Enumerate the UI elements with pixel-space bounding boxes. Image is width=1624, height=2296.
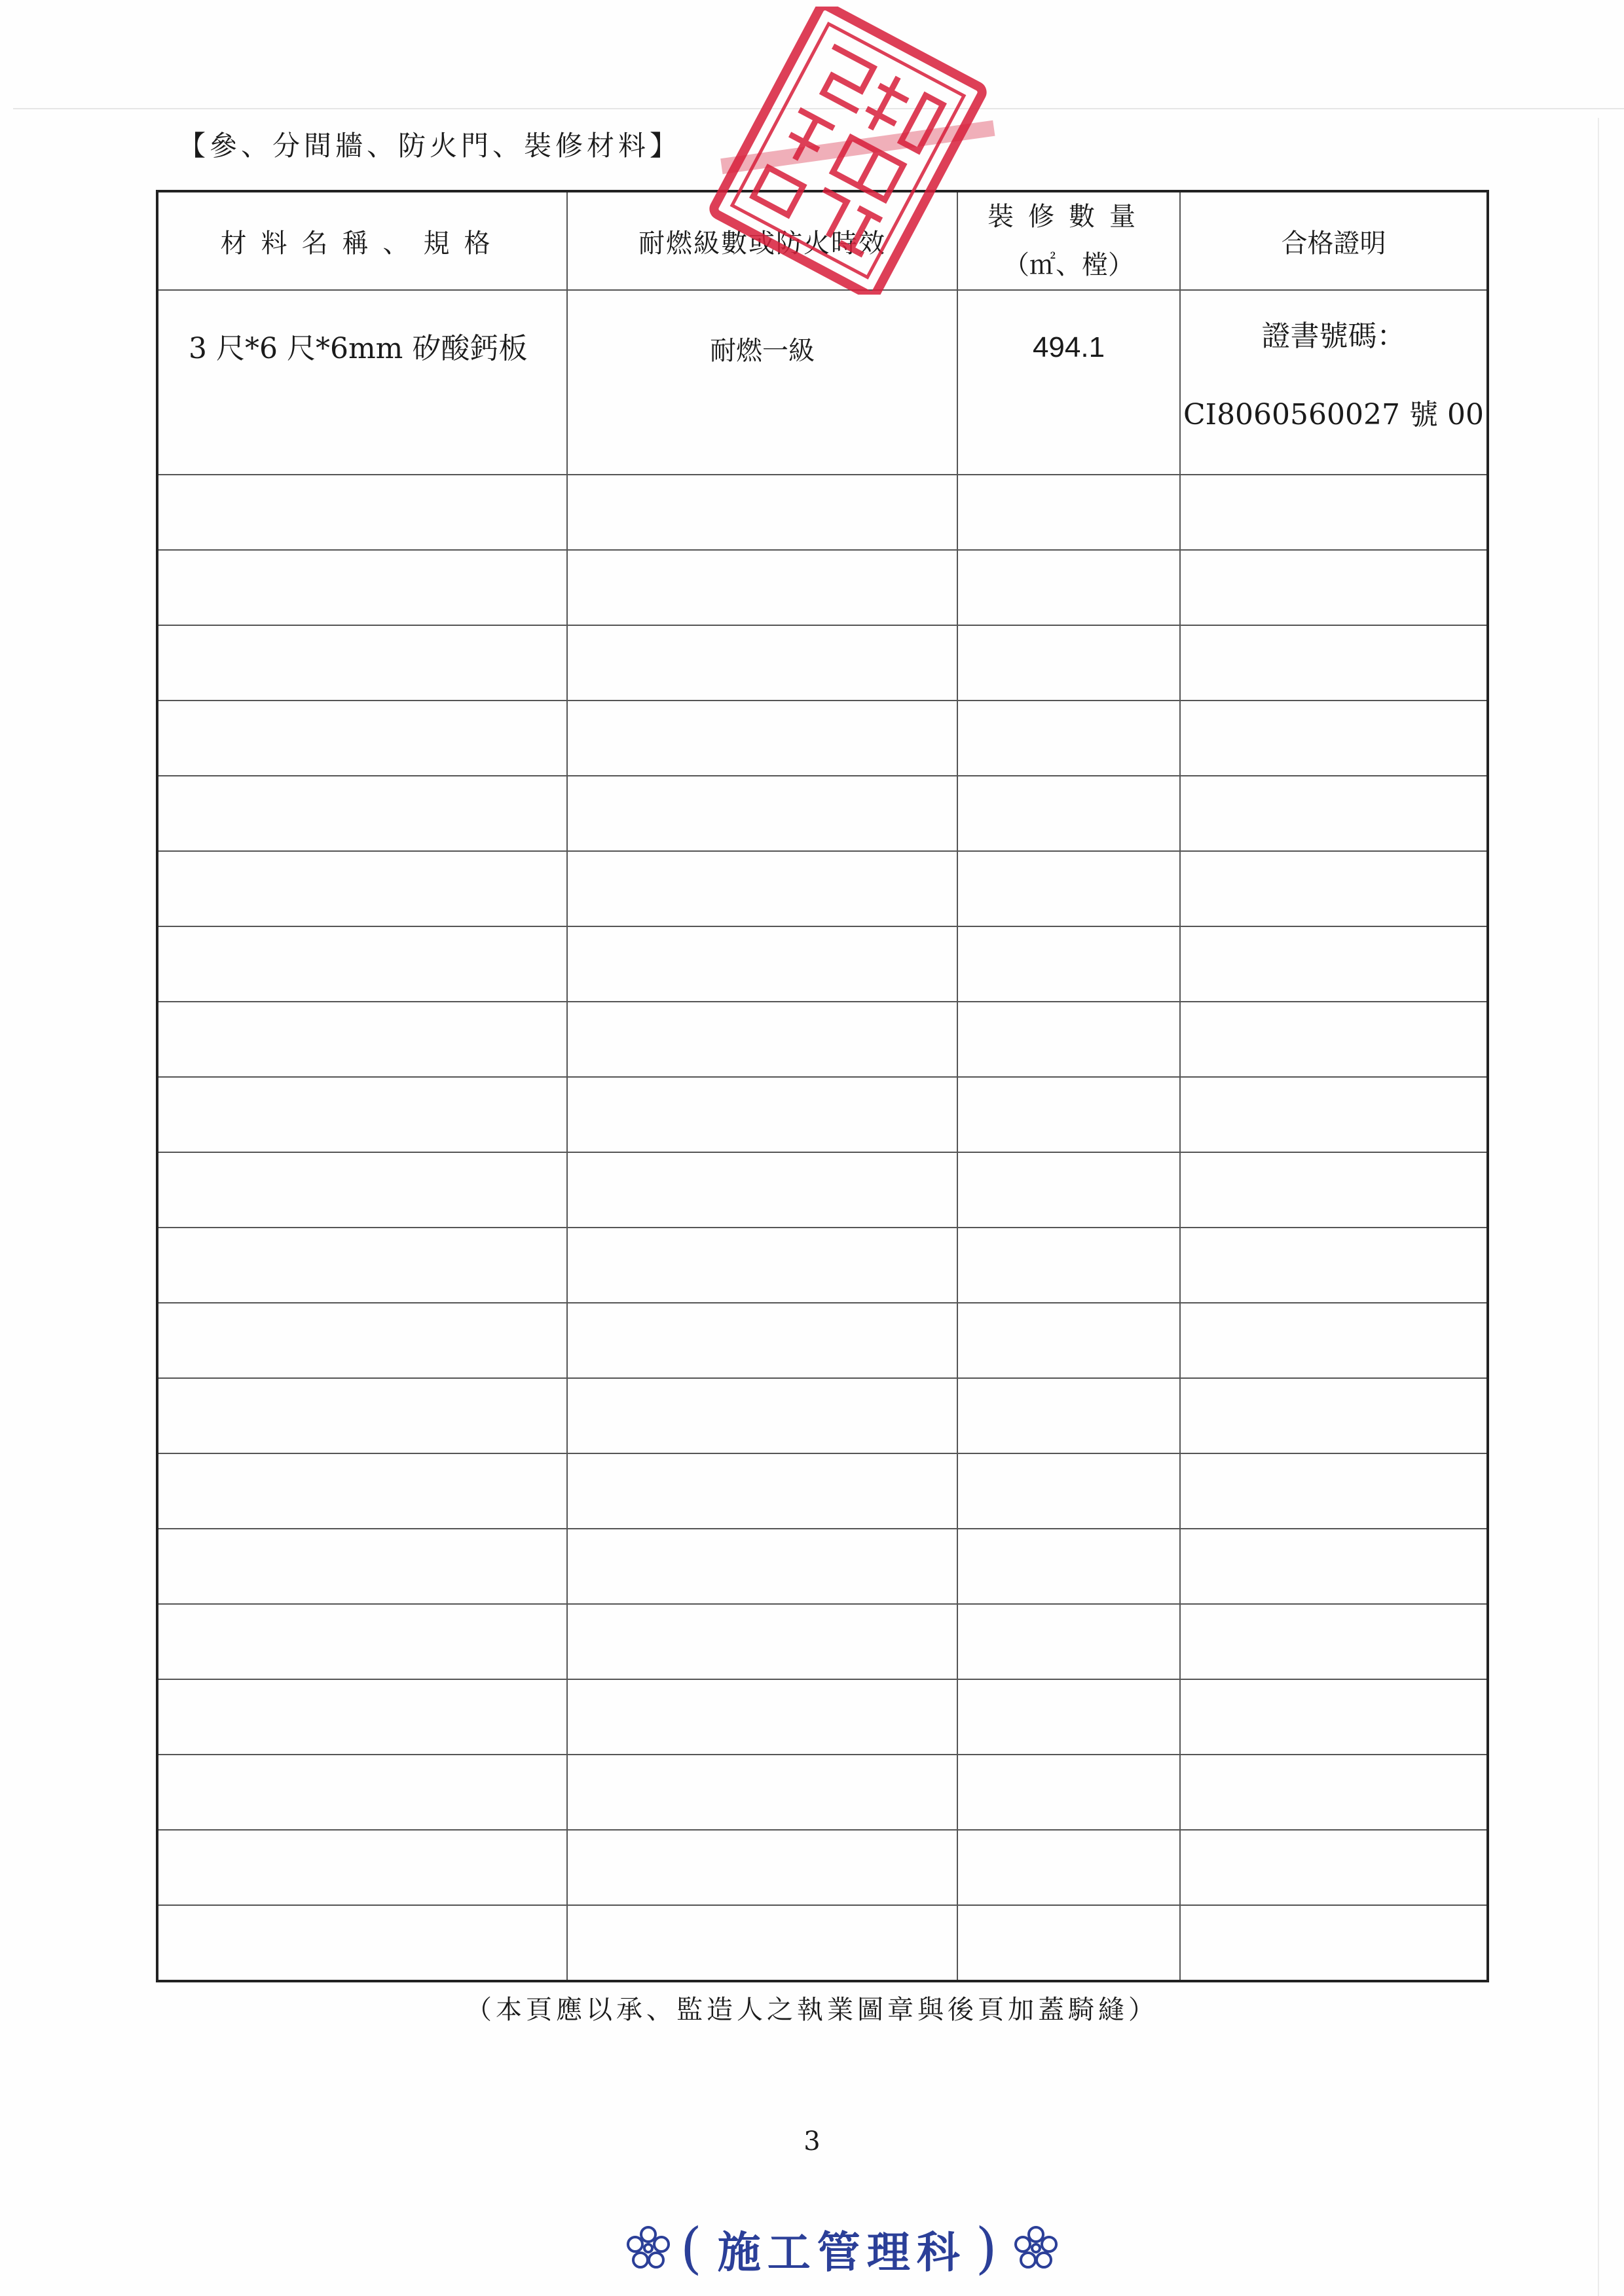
header-quantity-label: 裝修數量 xyxy=(987,202,1150,232)
materials-table xyxy=(156,190,1489,1982)
header-certificate: 合格證明 xyxy=(1180,191,1488,290)
cell-quantity xyxy=(957,1077,1180,1152)
cell-material-name xyxy=(157,1453,567,1529)
cell-fire-rating xyxy=(567,776,957,851)
cell-fire-rating xyxy=(567,1905,957,1981)
cell-fire-rating xyxy=(567,475,957,550)
cell-material-name xyxy=(157,625,567,701)
cell-material-name xyxy=(157,776,567,851)
cell-quantity xyxy=(957,1303,1180,1378)
cell-fire-rating xyxy=(567,1604,957,1679)
plum-blossom-icon xyxy=(1013,2225,1059,2271)
cell-quantity xyxy=(957,1453,1180,1529)
cell-certificate xyxy=(1180,926,1488,1002)
scan-artifact-edge xyxy=(1598,118,1599,2296)
cell-quantity xyxy=(957,625,1180,701)
cell-certificate xyxy=(1180,1228,1488,1303)
cell-certificate xyxy=(1180,290,1488,475)
cell-certificate xyxy=(1180,1830,1488,1905)
department-name: 施工管理科 xyxy=(717,2226,967,2278)
cell-material-name xyxy=(157,701,567,776)
cell-fire-rating xyxy=(567,1378,957,1453)
cell-material-name xyxy=(157,1604,567,1679)
cell-fire-rating xyxy=(567,851,957,926)
cell-quantity xyxy=(957,475,1180,550)
cell-quantity xyxy=(957,1755,1180,1830)
cell-material-name xyxy=(157,1755,567,1830)
cell-quantity xyxy=(957,1905,1180,1981)
table-row xyxy=(157,926,1488,1002)
table-row xyxy=(157,1077,1488,1152)
table-row xyxy=(157,550,1488,625)
cell-fire-rating xyxy=(567,625,957,701)
cell-certificate xyxy=(1180,1755,1488,1830)
cell-quantity xyxy=(957,776,1180,851)
cell-quantity xyxy=(957,1604,1180,1679)
section-title: 【參、分間牆、防火門、裝修材料】 xyxy=(178,130,682,162)
cell-certificate xyxy=(1180,701,1488,776)
red-seal-stamp xyxy=(694,7,1002,295)
cell-material-name xyxy=(157,1152,567,1228)
cell-certificate xyxy=(1180,776,1488,851)
cell-quantity xyxy=(957,1002,1180,1077)
table-row xyxy=(157,1453,1488,1529)
cell-quantity xyxy=(957,1228,1180,1303)
cell-fire-rating xyxy=(567,1453,957,1529)
cell-material-name xyxy=(157,1303,567,1378)
cell-certificate xyxy=(1180,1529,1488,1604)
header-quantity-unit: （㎡、樘） xyxy=(1003,250,1134,280)
table-row xyxy=(157,625,1488,701)
cell-material-name xyxy=(157,550,567,625)
footer-note: （本頁應以承、監造人之執業圖章與後頁加蓋騎縫） xyxy=(466,1995,1158,2025)
cell-quantity xyxy=(957,926,1180,1002)
header-material-name: 材料名稱、規格 xyxy=(157,191,567,290)
cell-material-name xyxy=(157,1830,567,1905)
cell-fire-rating xyxy=(567,550,957,625)
table-row xyxy=(157,851,1488,926)
cell-certificate xyxy=(1180,1604,1488,1679)
right-bracket-icon: ) xyxy=(975,2216,1004,2280)
cell-quantity xyxy=(957,1152,1180,1228)
table-row xyxy=(157,290,1488,475)
cell-fire-rating xyxy=(567,1529,957,1604)
table-row xyxy=(157,1378,1488,1453)
cell-certificate xyxy=(1180,475,1488,550)
cell-certificate xyxy=(1180,1077,1488,1152)
left-bracket-icon: ( xyxy=(680,2216,709,2280)
cell-material-name xyxy=(157,851,567,926)
table-row xyxy=(157,1905,1488,1981)
cell-material-name xyxy=(157,1002,567,1077)
header-fire-rating: 耐燃級數或防火時效 xyxy=(567,191,957,290)
cell-certificate xyxy=(1180,1152,1488,1228)
table-row xyxy=(157,1755,1488,1830)
cell-material-name xyxy=(157,1905,567,1981)
plum-blossom-icon xyxy=(625,2225,671,2271)
cell-quantity xyxy=(957,550,1180,625)
cell-fire-rating xyxy=(567,1002,957,1077)
cell-material-name xyxy=(157,1228,567,1303)
cell-material-name: 3 尺*6 尺*6mm 矽酸鈣板 xyxy=(157,290,567,475)
cell-quantity xyxy=(957,1830,1180,1905)
cell-fire-rating xyxy=(567,1228,957,1303)
certificate-number: CI8060560027 號 00 xyxy=(1183,398,1484,431)
cell-fire-rating xyxy=(567,1679,957,1755)
table-row xyxy=(157,776,1488,851)
cell-fire-rating xyxy=(567,1755,957,1830)
table-row xyxy=(157,701,1488,776)
table-row xyxy=(157,1830,1488,1905)
table-row xyxy=(157,475,1488,550)
cell-material-name xyxy=(157,1679,567,1755)
table-row xyxy=(157,1152,1488,1228)
cell-material-name xyxy=(157,1077,567,1152)
cell-certificate xyxy=(1180,1453,1488,1529)
cell-certificate xyxy=(1180,550,1488,625)
cell-material-name xyxy=(157,1529,567,1604)
cell-certificate xyxy=(1180,851,1488,926)
certificate-label: 證書號碼： xyxy=(1261,319,1406,353)
cell-quantity xyxy=(957,1679,1180,1755)
table-row xyxy=(157,1604,1488,1679)
table-row xyxy=(157,1002,1488,1077)
cell-fire-rating xyxy=(567,1303,957,1378)
cell-certificate xyxy=(1180,1905,1488,1981)
cell-fire-rating xyxy=(567,701,957,776)
cell-fire-rating xyxy=(567,1830,957,1905)
table-row xyxy=(157,1228,1488,1303)
cell-certificate xyxy=(1180,1002,1488,1077)
cell-fire-rating: 耐燃一級 xyxy=(567,290,957,475)
cell-fire-rating xyxy=(567,1077,957,1152)
cell-quantity xyxy=(957,851,1180,926)
cell-certificate xyxy=(1180,1303,1488,1378)
cell-fire-rating xyxy=(567,1152,957,1228)
cell-material-name xyxy=(157,926,567,1002)
cell-quantity: 494.1 xyxy=(957,290,1180,475)
cell-quantity xyxy=(957,701,1180,776)
cell-fire-rating xyxy=(567,926,957,1002)
cell-quantity xyxy=(957,1529,1180,1604)
cell-certificate xyxy=(1180,625,1488,701)
cell-certificate xyxy=(1180,1679,1488,1755)
cell-certificate xyxy=(1180,1378,1488,1453)
cell-material-name xyxy=(157,1378,567,1453)
cell-material-name xyxy=(157,475,567,550)
page-number: 3 xyxy=(803,2126,821,2157)
table-row xyxy=(157,1529,1488,1604)
department-stamp xyxy=(625,2216,1059,2280)
table-row xyxy=(157,1303,1488,1378)
table-row xyxy=(157,1679,1488,1755)
cell-quantity xyxy=(957,1378,1180,1453)
